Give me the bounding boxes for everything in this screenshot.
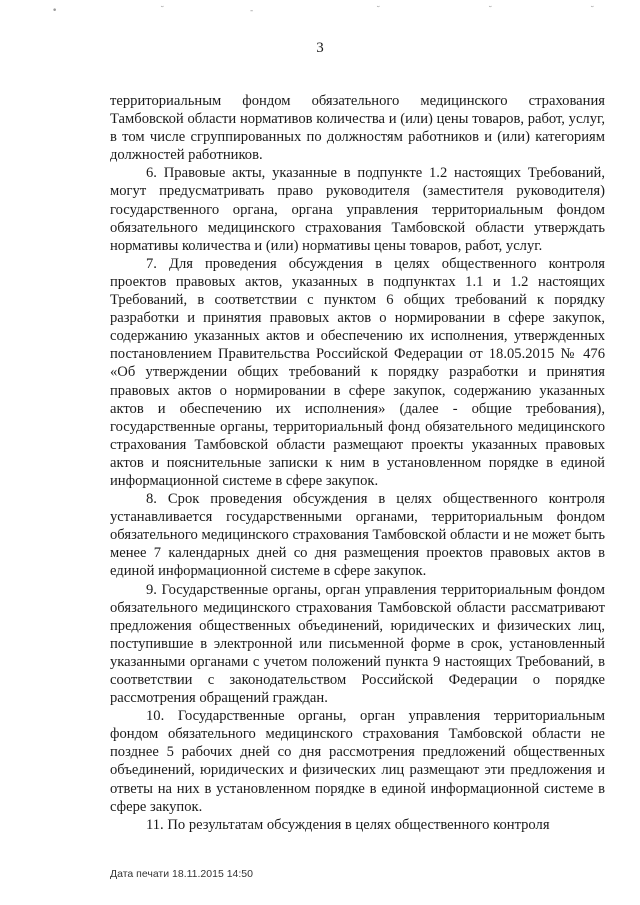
page-number: 3 [316,40,324,56]
print-date-footer: Дата печати 18.11.2015 14:50 [110,868,253,880]
paragraph-continuation: территориальным фондом обязательного медицинского страхования Тамбовской области нормативов количества и (или) цены товаров, работ, услуг, в том числе сгруппированных по должностям работников и (или) категориям должностей работников. [110,93,605,164]
document-body [110,92,605,834]
paragraph-8: 8. Срок проведения обсуждения в целях общественного контроля устанавливается государственными органами, территориальным фондом обязательного медицинского страхования Тамбовской области и не может быть менее 7 календарных дней со дня размещения проектов правовых актов в единой информационной системе в сфере закупок. [110,491,605,580]
paragraph-7: 7. Для проведения обсуждения в целях общественного контроля проектов правовых актов, указанных в подпунктах 1.1 и 1.2 настоящих Требований, в соответствии с пунктом 6 общих требований к порядку разработки и принятия правовых актов о нормировании в сфере закупок, содержанию указанных актов и обеспечению их исполнения, утвержденных постановлением Правительства Российской Федерации от 18.05.2015 № 476 «Об утверждении общих требований к порядку разработки и принятия правовых актов о нормировании в сфере закупок, содержанию указанных актов и обеспечению их исполнения» (далее - общие требования), государственные органы, территориальный фонд обязательного медицинского страхования Тамбовской области размещают проекты указанных правовых актов и пояснительные записки к ним в установленном порядке в единой информационной системе в сфере закупок. [110,255,605,489]
paragraph-11: 11. По результатам обсуждения в целях общественного контроля [146,816,550,833]
paragraph-9: 9. Государственные органы, орган управления территориальным фондом обязательного медицинского страхования Тамбовской области рассматривают предложения общественных объединений, юридических и физических лиц, поступившие в электронной или письменной форме в срок, установленный указанными органами с учетом положений пункта 9 настоящих Требований, в соответствии с законодательством Российской Федерации о порядке рассмотрения обращений граждан. [110,581,605,707]
paragraph-10: 10. Государственные органы, орган управления территориальным фондом обязательного медицинского страхования Тамбовской области не позднее 5 рабочих дней со дня рассмотрения предложений общественных объединений, юридических и физических лиц размещают эти предложения и ответы на них в установленном порядке в единой информационной системе в сфере закупок. [110,708,605,815]
scan-marks: • ˘ - ˘ ˘ ˘ [52,6,595,16]
paragraph-6: 6. Правовые акты, указанные в подпункте 1.2 настоящих Требований, могут предусматривать право руководителя (заместителя руководителя) государственного органа, органа управления территориальным фондом обязательного медицинского страхования Тамбовской области утверждать нормативы количества и (или) нормативы цены товаров, работ, услуг. [110,165,605,254]
